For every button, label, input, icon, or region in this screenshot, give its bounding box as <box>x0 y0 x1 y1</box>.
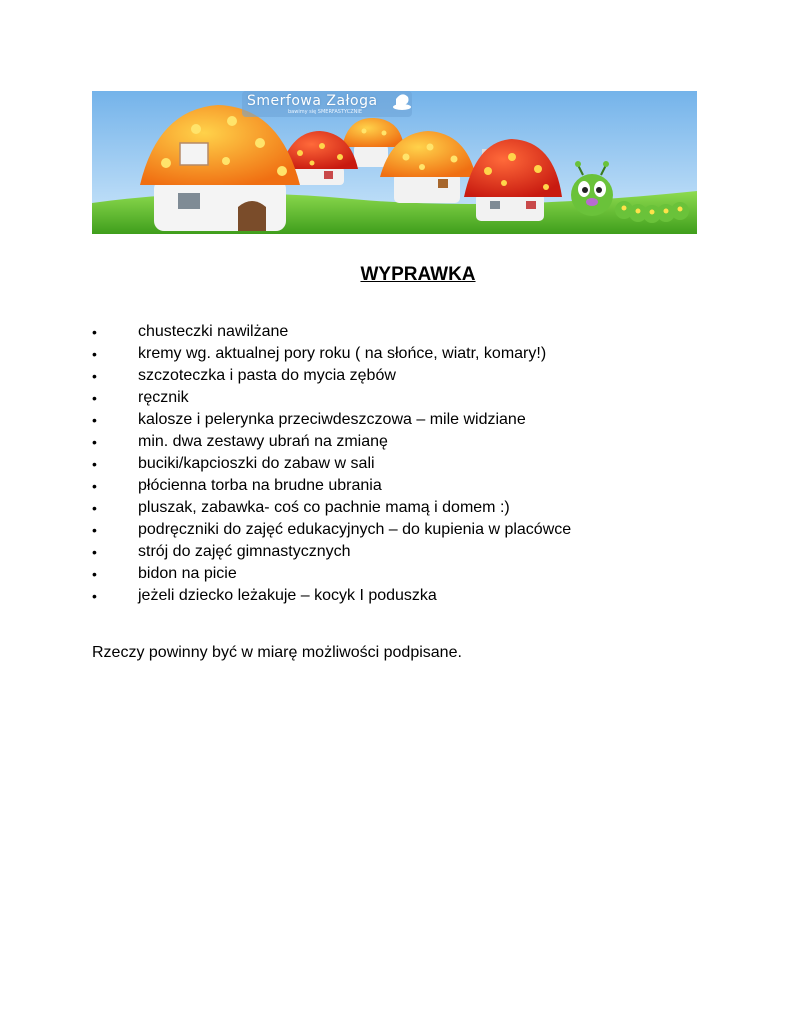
list-item-text: szczoteczka i pasta do mycia zębów <box>138 367 396 384</box>
banner-title: Smerfowa Załoga <box>247 93 378 109</box>
bullet-icon: • <box>92 324 97 340</box>
list-item-text: ręcznik <box>138 389 189 406</box>
list-item-text: podręczniki do zajęć edukacyjnych – do kupienia w placówce <box>138 521 572 538</box>
bullet-icon: • <box>92 500 97 516</box>
bullet-icon: • <box>92 412 97 428</box>
list-item-text: buciki/kapcioszki do zabaw w sali <box>138 455 375 472</box>
list-item <box>92 365 571 387</box>
list-item-text: jeżeli dziecko leżakuje – kocyk I poduszka <box>138 587 437 604</box>
list-item-text: kremy wg. aktualnej pory roku ( na słońce, wiatr, komary!) <box>138 345 547 362</box>
bullet-icon: • <box>92 346 97 362</box>
list-item <box>92 563 571 585</box>
list-item <box>92 497 571 519</box>
list-item-text: strój do zajęć gimnastycznych <box>138 543 351 560</box>
list-item-text: płócienna torba na brudne ubrania <box>138 477 382 494</box>
list-item <box>92 585 571 607</box>
bullet-icon: • <box>92 588 97 604</box>
bullet-icon: • <box>92 434 97 450</box>
bullet-icon: • <box>92 566 97 582</box>
list-item <box>92 475 571 497</box>
bullet-icon: • <box>92 522 97 538</box>
list-item-text: chusteczki nawilżane <box>138 323 289 340</box>
document-title: WYPRAWKA <box>360 264 476 285</box>
list-item <box>92 431 571 453</box>
bullet-icon: • <box>92 390 97 406</box>
bullet-icon: • <box>92 456 97 472</box>
mushroom-village-illustration <box>92 91 697 234</box>
list-item <box>92 321 571 343</box>
list-item-text: pluszak, zabawka- coś co pachnie mamą i domem :) <box>138 499 510 516</box>
list-item-text: min. dwa zestawy ubrań na zmianę <box>138 433 388 450</box>
bullet-icon: • <box>92 368 97 384</box>
supplies-list <box>92 321 571 607</box>
list-item <box>92 541 571 563</box>
list-item <box>92 387 571 409</box>
list-item-text: bidon na picie <box>138 565 237 582</box>
list-item <box>92 453 571 475</box>
bullet-icon: • <box>92 478 97 494</box>
bullet-icon: • <box>92 544 97 560</box>
list-item <box>92 409 571 431</box>
list-item <box>92 343 571 365</box>
list-item-text: kalosze i pelerynka przeciwdeszczowa – mile widziane <box>138 411 526 428</box>
banner-subtitle: bawimy się SMERFASTYCZNIE <box>288 109 363 115</box>
list-item <box>92 519 571 541</box>
labeling-note: Rzeczy powinny być w miarę możliwości podpisane. <box>92 644 462 661</box>
header-banner <box>92 91 697 234</box>
